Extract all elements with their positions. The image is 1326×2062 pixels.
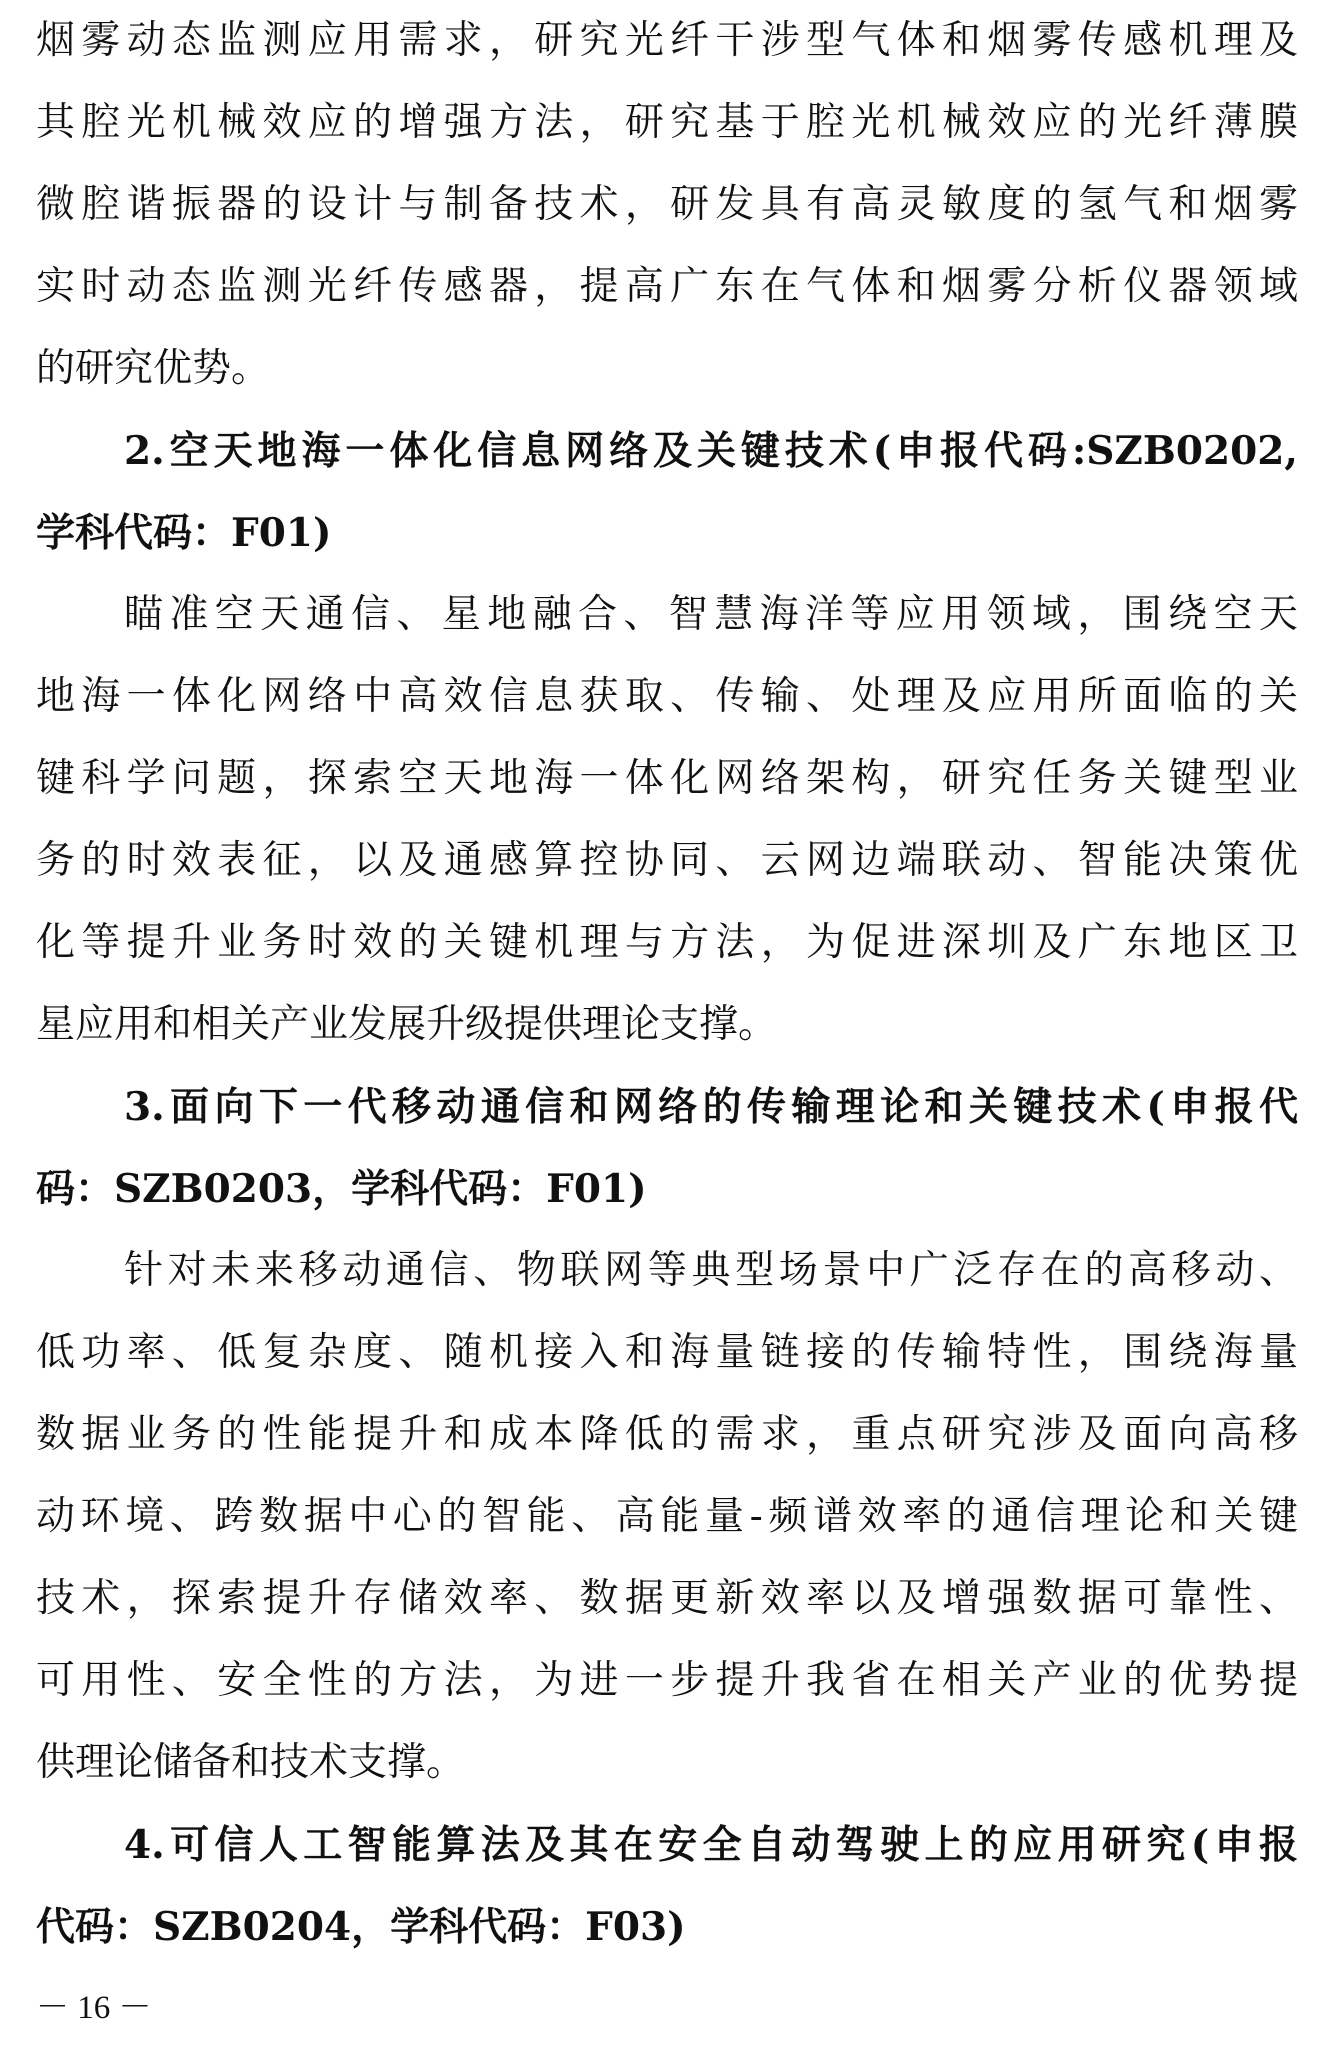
paragraph-line: 数据业务的性能提升和成本降低的需求，重点研究涉及面向高移: [36, 1412, 1298, 1457]
paragraph-line: 针对未来移动通信、物联网等典型场景中广泛存在的高移动、: [124, 1248, 1298, 1293]
paragraph-line: 瞄准空天通信、星地融合、智慧海洋等应用领域，围绕空天: [124, 592, 1298, 637]
heading-line: 2.空天地海一体化信息网络及关键技术(申报代码:SZB0202,: [124, 428, 1298, 474]
page-number: － 16 －: [36, 1990, 152, 2026]
paragraph-line: 微腔谐振器的设计与制备技术，研发具有高灵敏度的氢气和烟雾: [36, 182, 1298, 227]
section-heading-szb0204: [36, 1804, 1298, 1968]
paragraph-mobile-communication: [36, 1230, 1298, 1804]
document-body: [36, 0, 1298, 1968]
heading-line: 学科代码：F01): [36, 510, 332, 556]
paragraph-line: 化等提升业务时效的关键机理与方法，为促进深圳及广东地区卫: [36, 920, 1298, 965]
paragraph-smoke-monitoring: [36, 0, 1298, 410]
heading-line: 3.面向下一代移动通信和网络的传输理论和关键技术(申报代: [124, 1084, 1298, 1130]
paragraph-line: 地海一体化网络中高效信息获取、传输、处理及应用所面临的关: [36, 674, 1298, 719]
paragraph-line: 技术，探索提升存储效率、数据更新效率以及增强数据可靠性、: [36, 1576, 1298, 1621]
paragraph-line: 星应用和相关产业发展升级提供理论支撑。: [36, 1002, 778, 1047]
section-heading-szb0203: [36, 1066, 1298, 1230]
paragraph-line: 其腔光机械效应的增强方法，研究基于腔光机械效应的光纤薄膜: [36, 100, 1298, 145]
paragraph-line: 烟雾动态监测应用需求，研究光纤干涉型气体和烟雾传感机理及: [36, 18, 1298, 63]
heading-line: 4.可信人工智能算法及其在安全自动驾驶上的应用研究(申报: [124, 1822, 1298, 1868]
paragraph-line: 的研究优势。: [36, 346, 271, 391]
heading-line: 码：SZB0203，学科代码：F01): [36, 1166, 647, 1212]
paragraph-space-air-ground-sea-network: [36, 574, 1298, 1066]
paragraph-line: 动环境、跨数据中心的智能、高能量-频谱效率的通信理论和关键: [36, 1494, 1298, 1539]
paragraph-line: 键科学问题，探索空天地海一体化网络架构，研究任务关键型业: [36, 756, 1298, 801]
heading-line: 代码：SZB0204，学科代码：F03): [36, 1904, 686, 1950]
paragraph-line: 可用性、安全性的方法，为进一步提升我省在相关产业的优势提: [36, 1658, 1298, 1703]
section-heading-szb0202: [36, 410, 1298, 574]
paragraph-line: 供理论储备和技术支撑。: [36, 1740, 466, 1785]
paragraph-line: 务的时效表征，以及通感算控协同、云网边端联动、智能决策优: [36, 838, 1298, 883]
paragraph-line: 实时动态监测光纤传感器，提高广东在气体和烟雾分析仪器领域: [36, 264, 1298, 309]
paragraph-line: 低功率、低复杂度、随机接入和海量链接的传输特性，围绕海量: [36, 1330, 1298, 1375]
